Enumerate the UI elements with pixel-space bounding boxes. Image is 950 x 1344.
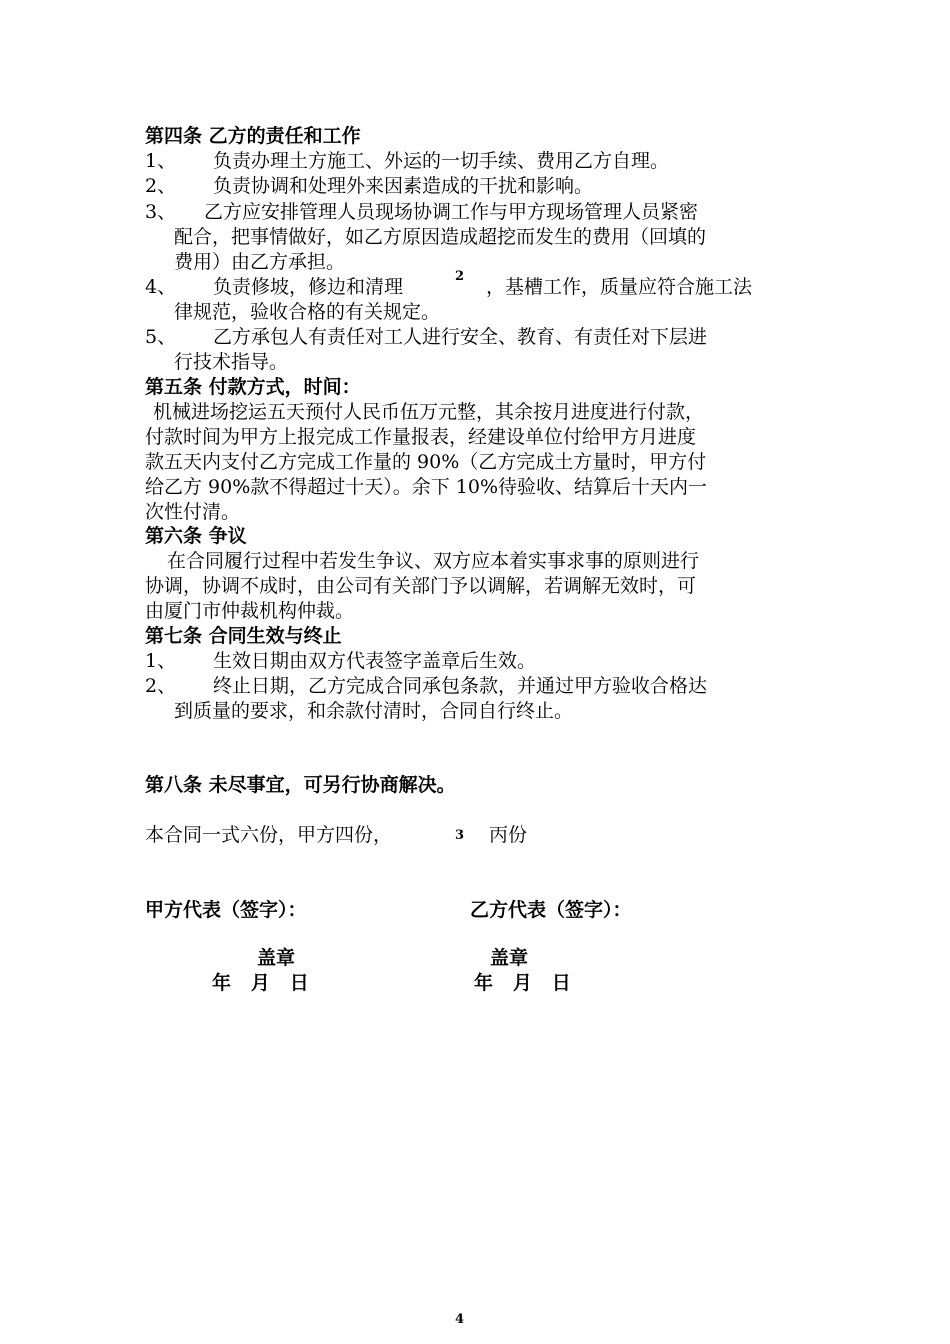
article-5-line-5: 次性付清。 — [145, 501, 241, 523]
party-a-signature-label: 甲方代表（签字）： — [145, 899, 307, 921]
party-a-date-label: 年 月 日 — [212, 972, 309, 994]
article-4-item-3-line-2: 配合，把事情做好，如乙方原因造成超挖而发生的费用（回填的 — [174, 226, 707, 248]
article-4-item-2-text: 负责协调和处理外来因素造成的干扰和影响。 — [213, 175, 594, 197]
article-6-line-2: 协调，协调不成时，由公司有关部门予以调解，若调解无效时，可 — [145, 575, 697, 597]
article-6-line-1: 在合同履行过程中若发生争议、双方应本着实事求事的原则进行 — [167, 550, 700, 572]
article-7-heading: 第七条 合同生效与终止 — [145, 625, 342, 647]
copies-text-b: 丙份 — [489, 824, 528, 846]
article-8-heading: 第八条 未尽事宜，可另行协商解决。 — [145, 774, 456, 796]
article-4-item-4-number: 4、 — [145, 276, 177, 298]
article-4-item-2-number: 2、 — [145, 175, 177, 197]
article-4-item-3-line-1: 乙方应安排管理人员现场协调工作与甲方现场管理人员紧密 — [204, 201, 699, 223]
article-4-item-3-number: 3、 — [145, 201, 177, 223]
article-6-line-3: 由厦门市仲裁机构仲裁。 — [145, 600, 355, 622]
article-5-heading: 第五条 付款方式，时间： — [145, 376, 361, 398]
article-7-item-1-number: 1、 — [145, 650, 177, 672]
footnote-marker-2: 2 — [455, 269, 465, 284]
article-4-item-5-number: 5、 — [145, 326, 177, 348]
party-b-date-label: 年 月 日 — [474, 972, 571, 994]
article-4-heading: 第四条 乙方的责任和工作 — [145, 125, 361, 147]
article-4-item-4-line-2: 律规范，验收合格的有关规定。 — [174, 301, 441, 323]
article-7-item-2-number: 2、 — [145, 675, 177, 697]
article-4-item-4-line-1a: 负责修坡，修边和清理 — [213, 276, 404, 298]
party-a-seal-label: 盖章 — [257, 947, 296, 969]
article-7-item-2-line-1: 终止日期，乙方完成合同承包条款，并通过甲方验收合格达 — [213, 675, 708, 697]
article-4-item-1-number: 1、 — [145, 150, 177, 172]
article-6-heading: 第六条 争议 — [145, 525, 247, 547]
article-4-item-3-line-3: 费用）由乙方承担。 — [174, 251, 346, 273]
copies-text-a: 本合同一式六份，甲方四份， — [145, 824, 393, 846]
article-5-line-1: 机械进场挖运五天预付人民币伍万元整，其余按月进度进行付款， — [153, 401, 705, 423]
article-5-line-3: 款五天内支付乙方完成工作量的 90%（乙方完成土方量时，甲方付 — [145, 451, 707, 473]
party-b-signature-label: 乙方代表（签字）： — [470, 899, 632, 921]
party-b-seal-label: 盖章 — [490, 947, 529, 969]
article-7-item-1-text: 生效日期由双方代表签字盖章后生效。 — [213, 650, 537, 672]
article-4-item-4-line-1b: ，基槽工作，质量应符合施工法 — [486, 276, 753, 298]
article-5-line-2: 付款时间为甲方上报完成工作量报表，经建设单位付给甲方月进度 — [145, 426, 697, 448]
page-number: 4 — [455, 1312, 465, 1327]
footnote-marker-3: 3 — [455, 828, 465, 843]
article-4-item-1-text: 负责办理土方施工、外运的一切手续、费用乙方自理。 — [213, 150, 670, 172]
article-7-item-2-line-2: 到质量的要求，和余款付清时，合同自行终止。 — [174, 700, 574, 722]
article-5-line-4: 给乙方 90%款不得超过十天）。余下 10%待验收、结算后十天内一 — [145, 476, 708, 498]
article-4-item-5-line-1: 乙方承包人有责任对工人进行安全、教育、有责任对下层进 — [213, 326, 708, 348]
article-4-item-5-line-2: 行技术指导。 — [174, 351, 289, 373]
